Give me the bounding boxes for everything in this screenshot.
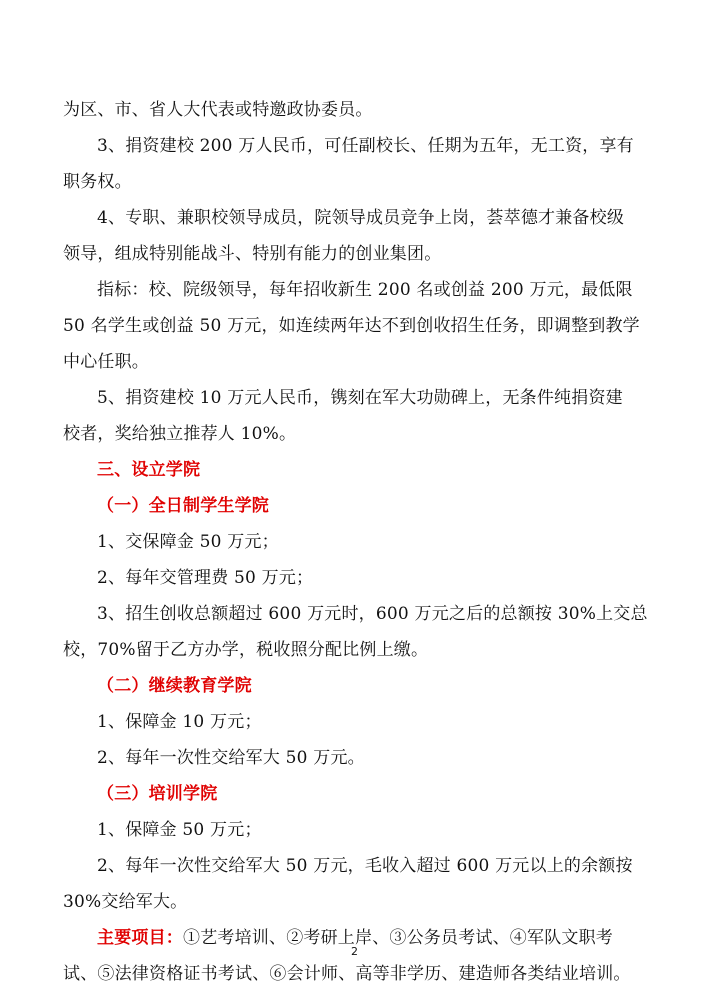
paragraph-line: 4、专职、兼职校领导成员，院领导成员竞争上岗，荟萃德才兼备校级 (97, 208, 625, 228)
list-item: 3、招生创收总额超过 600 万元时，600 万元之后的总额按 30%上交总 (97, 604, 648, 624)
projects-label: 主要项目： (97, 928, 183, 948)
subsection-heading: （二）继续教育学院 (97, 676, 252, 696)
paragraph-line: 中心任职。 (63, 352, 149, 372)
projects-text: ①艺考培训、②考研上岸、③公务员考试、④军队文职考 (183, 928, 613, 948)
list-item: 校，70%留于乙方办学，税收照分配比例上缴。 (63, 640, 429, 660)
list-item: 30%交给军大。 (63, 892, 188, 912)
paragraph-line: 职务权。 (63, 172, 132, 192)
projects-line: 试、⑤法律资格证书考试、⑥会计师、高等非学历、建造师各类结业培训。 (63, 964, 631, 984)
paragraph-line: 3、捐资建校 200 万人民币，可任副校长、任期为五年，无工资，享有 (97, 136, 634, 156)
paragraph-line: 为区、市、省人大代表或特邀政协委员。 (63, 100, 373, 120)
section-heading: 三、设立学院 (97, 460, 201, 480)
paragraph-line: 5、捐资建校 10 万元人民币，镌刻在军大功勋碑上，无条件纯捐资建 (97, 388, 623, 408)
list-item: 2、每年一次性交给军大 50 万元。 (97, 748, 365, 768)
list-item: 1、保障金 10 万元； (97, 712, 262, 732)
subsection-heading: （三）培训学院 (97, 784, 218, 804)
list-item: 1、保障金 50 万元； (97, 820, 262, 840)
page-number: 2 (351, 945, 358, 958)
paragraph-line: 指标：校、院级领导，每年招收新生 200 名或创益 200 万元，最低限 (97, 280, 633, 300)
list-item: 2、每年一次性交给军大 50 万元，毛收入超过 600 万元以上的余额按 (97, 856, 633, 876)
list-item: 1、交保障金 50 万元； (97, 532, 279, 552)
paragraph-line: 50 名学生或创益 50 万元，如连续两年达不到创收招生任务，即调整到教学 (63, 316, 640, 336)
list-item: 2、每年交管理费 50 万元； (97, 568, 314, 588)
subsection-heading: （一）全日制学生学院 (97, 496, 269, 516)
document-body (63, 92, 659, 992)
paragraph-line: 领导，组成特别能战斗、特别有能力的创业集团。 (63, 244, 442, 264)
paragraph-line: 校者，奖给独立推荐人 10%。 (63, 424, 297, 444)
